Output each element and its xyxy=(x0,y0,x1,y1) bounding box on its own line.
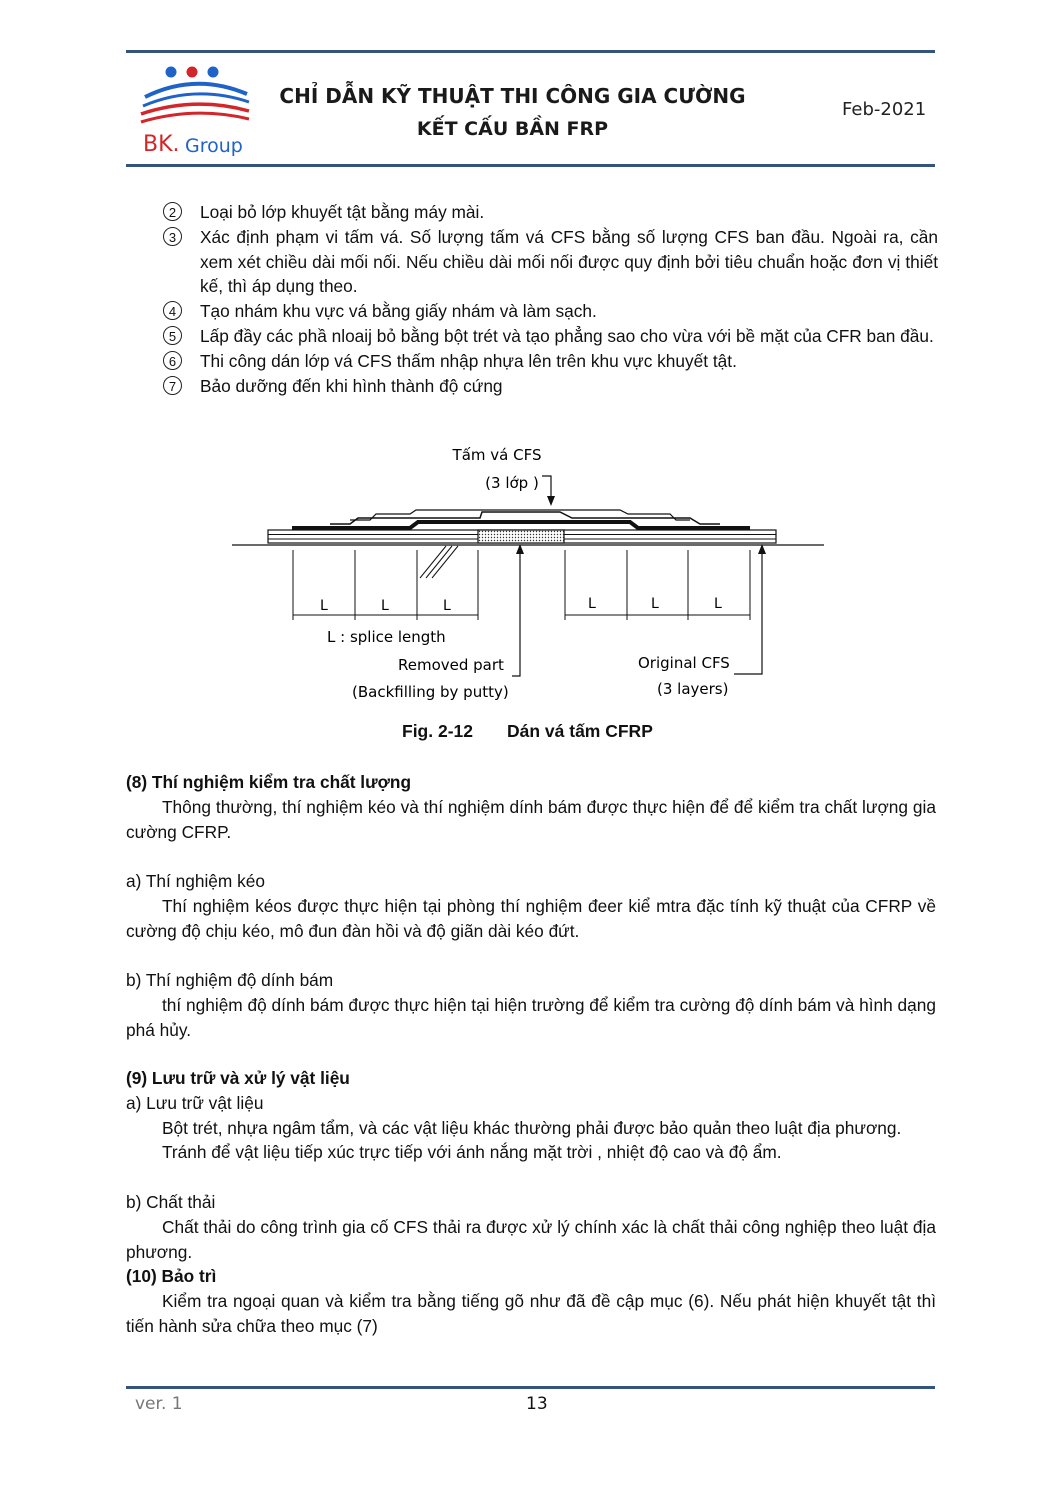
section-9-heading: (9) Lưu trữ và xử lý vật liệu xyxy=(126,1068,350,1088)
label-original-layers: (3 layers) xyxy=(657,680,729,698)
page-number: 13 xyxy=(526,1394,548,1414)
patch-layer-1 xyxy=(292,522,750,528)
section-8 xyxy=(126,770,936,1043)
header-title-line2: KẾT CẤU BẦN FRP xyxy=(416,118,609,140)
header-title-line1: CHỈ DẪN KỸ THUẬT THI CÔNG GIA CƯỜNG xyxy=(279,84,746,108)
figure-caption xyxy=(402,721,653,742)
removed-part xyxy=(478,530,564,543)
step-number: 4 xyxy=(163,301,182,320)
logo-dot-red xyxy=(187,67,198,78)
splice-legend: L : splice length xyxy=(327,628,446,646)
steps-list xyxy=(163,200,938,398)
splice-length-label: L xyxy=(588,596,596,612)
footer-version: ver. 1 xyxy=(135,1394,183,1414)
step-text: Lấp đầy các phầ nloaij bỏ bằng bột trét và tạo phẳng sao cho vừa với bề mặt của CFR ban đầu. xyxy=(200,325,934,346)
list-item xyxy=(163,299,938,324)
step-number: 6 xyxy=(163,351,182,370)
section-9b-heading: b) Chất thải xyxy=(126,1191,216,1212)
list-item xyxy=(163,200,938,225)
section-10-text: Kiểm tra ngoại quan và kiểm tra bằng tiếng gõ như đã đề cập mục (6). Nếu phát hiện khuyết tật thì tiến hành sửa chữa theo mục (7) xyxy=(126,1291,936,1336)
list-item xyxy=(163,324,938,349)
section-8a-text: Thí nghiệm kéos được thực hiện tại phòng thí nghiệm đeer kiể mtra đặc tính kỹ thuật của CFRP về cường độ chịu kéo, mô đun đàn hồi và độ giãn dài kéo đứt. xyxy=(126,895,936,941)
splice-length-label: L xyxy=(320,598,328,614)
section-9b-text: Chất thải do công trình gia cố CFS thải ra được xử lý chính xác là chất thải công nghiệp theo luật địa phương. xyxy=(126,1216,936,1262)
section-8b-heading: b) Thí nghiệm độ dính bám xyxy=(126,970,334,991)
step-number: 3 xyxy=(163,227,182,246)
section-8b-text: thí nghiệm độ dính bám được thực hiện tại hiện trường để kiểm tra cường độ dính bám và hình dạng phá hủy. xyxy=(126,995,936,1040)
original-cfs-pointer xyxy=(734,546,762,674)
splice-length-label: L xyxy=(443,598,451,614)
section-10-heading: (10) Bảo trì xyxy=(126,1266,217,1287)
step-text: Bảo dưỡng đến khi hình thành độ cứng xyxy=(200,375,503,396)
list-item xyxy=(163,374,938,399)
cfs-patch-diagram xyxy=(220,440,830,710)
figure-caption-text: Dán vá tấm CFRP xyxy=(507,721,653,741)
section-9a-heading: a) Lưu trữ vật liệu xyxy=(126,1092,264,1113)
bk-group-logo xyxy=(135,62,255,160)
logo-dot-blue-right xyxy=(208,67,219,78)
step-number: 2 xyxy=(163,202,182,221)
label-backfill: (Backfilling by putty) xyxy=(352,683,509,701)
list-item xyxy=(163,225,938,299)
section-9 xyxy=(126,1066,936,1339)
footer-rule xyxy=(126,1386,935,1389)
splice-length-label: L xyxy=(381,598,389,614)
figure-number: Fig. 2-12 xyxy=(402,721,473,741)
label-removed: Removed part xyxy=(398,656,504,674)
logo-text-bk: BK. xyxy=(143,132,180,157)
step-number: 5 xyxy=(163,326,182,345)
step-text: Xác định phạm vi tấm vá. Số lượng tấm vá CFS bằng số lượng CFS ban đầu. Ngoài ra, cần xem xét chiều dài mối nối. Nếu chiều dài mối nối được quy định bởi tiêu chuẩn hoặc đơn vị thiết kế, thì áp dụng theo. xyxy=(200,226,938,297)
header-bottom-rule xyxy=(126,164,935,167)
section-9a-line2: Tránh để vật liệu tiếp xúc trực tiếp với ánh nắng mặt trời , nhiệt độ cao và độ ẩm. xyxy=(162,1142,782,1163)
step-text: Tạo nhám khu vực vá bằng giấy nhám và làm sạch. xyxy=(200,301,597,322)
section-9a-line1: Bột trét, nhựa ngâm tẩm, và các vật liệu khác thường phải được bảo quản theo luật địa phương. xyxy=(162,1117,902,1138)
splice-length-label: L xyxy=(651,596,659,612)
step-number: 7 xyxy=(163,376,182,395)
list-item xyxy=(163,349,938,374)
section-8-intro: Thông thường, thí nghiệm kéo và thí nghiệm dính bám được thực hiện để để kiểm tra chất lượng gia cường CFRP. xyxy=(126,796,936,842)
label-original: Original CFS xyxy=(638,654,730,672)
label-patch: Tấm vá CFS xyxy=(452,446,542,464)
step-text: Loại bỏ lớp khuyết tật bằng máy mài. xyxy=(200,202,485,222)
splice-length-label: L xyxy=(714,596,722,612)
step-text: Thi công dán lớp vá CFS thấm nhập nhựa lên trên khu vực khuyết tật. xyxy=(200,350,737,371)
header-date: Feb-2021 xyxy=(842,99,927,120)
label-patch-layers: (3 lớp ) xyxy=(485,474,539,492)
section-8a-heading: a) Thí nghiệm kéo xyxy=(126,871,265,892)
removed-part-pointer xyxy=(512,546,520,676)
logo-text-group: Group xyxy=(185,135,243,157)
logo-dot-blue-left xyxy=(166,67,177,78)
section-8-heading: (8) Thí nghiệm kiểm tra chất lượng xyxy=(126,772,412,792)
header-top-rule xyxy=(126,50,935,53)
